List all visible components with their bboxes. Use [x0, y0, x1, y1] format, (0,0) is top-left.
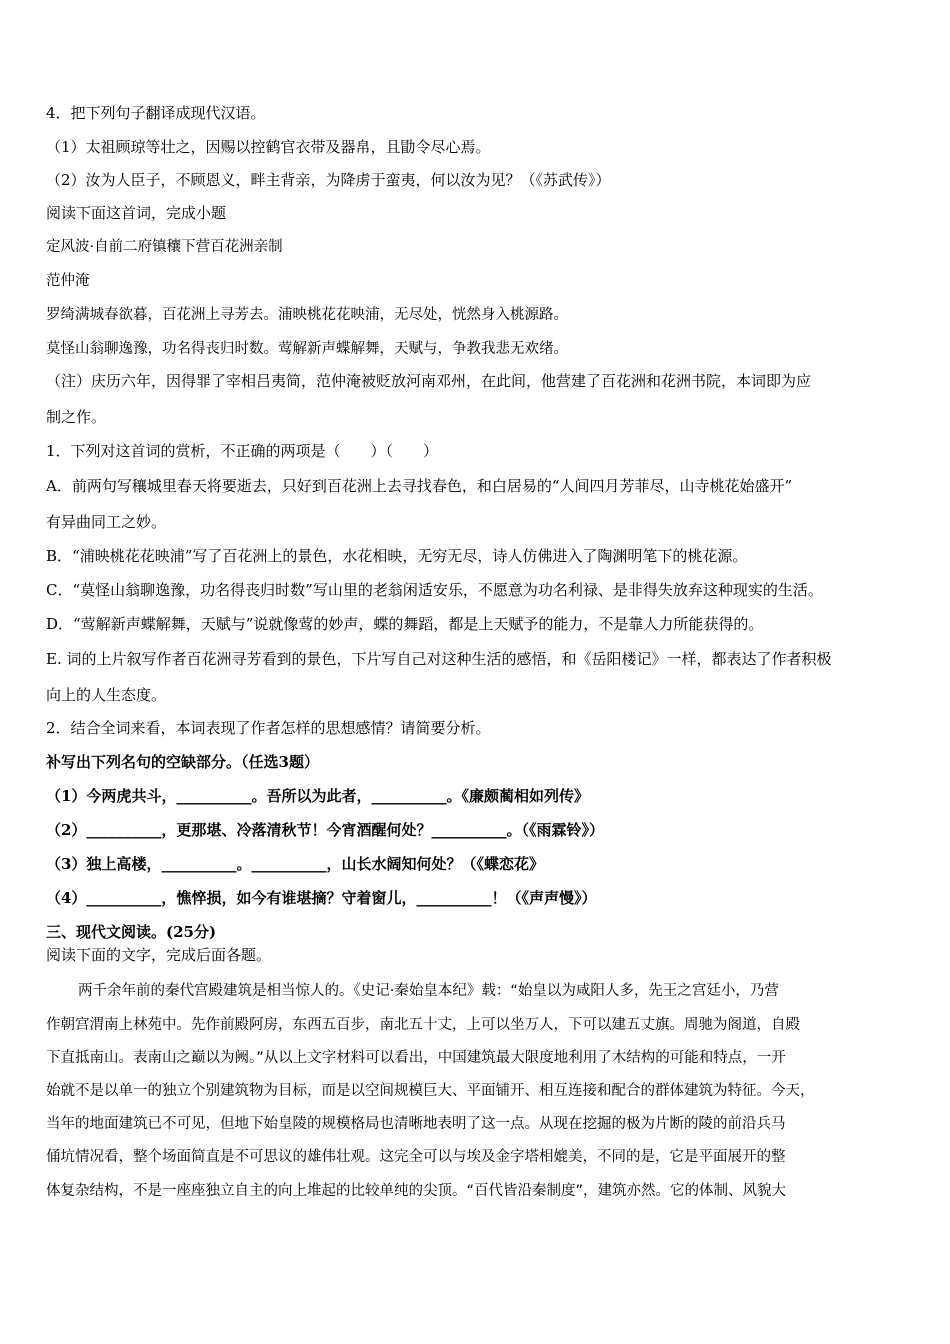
poem-title: 定风波·自前二府镇穰下营百花洲亲制 [46, 239, 283, 255]
option-a-continued: 有异曲同工之妙。 [46, 513, 167, 531]
passage-line-6: 俑坑情况看，整个场面简直是不可思议的雄伟壮观。这完全可以与埃及金字塔相媲美，不同的是，它是平面展开的整 [46, 1149, 786, 1165]
option-e-continued: 向上的人生态度。 [46, 686, 167, 704]
poem-note: （注）庆历六年，因得罪了宰相吕夷简，范仲淹被贬放河南邓州，在此间，他营建了百花洲和花洲书院，本词即为应 [46, 372, 812, 390]
poem-note-continued: 制之作。 [46, 408, 107, 426]
fill-blank-heading: 补写出下列名句的空缺部分。（任选3题） [46, 753, 319, 771]
poem-author: 范仲淹 [46, 273, 90, 289]
passage-line-3: 下直抵南山。表南山之巅以为阙。”从以上文字材料可以看出，中国建筑最大限度地利用了木结构的可能和特点，一开 [46, 1050, 786, 1066]
passage-line-2: 作朝宫渭南上林苑中。先作前殿阿房，东西五百步，南北五十丈，上可以坐万人，下可以建五丈旗。周驰为阁道，自殿 [46, 1017, 800, 1033]
passage-line-7: 体复杂结构，不是一座座独立自主的向上堆起的比较单纯的尖顶。“百代皆沿秦制度”，建筑亦然。它的体制、风貌大 [46, 1183, 787, 1199]
poem-line-2: 莫怪山翁聊逸豫，功名得丧归时数。莺解新声蝶解舞，天赋与，争教我悲无欢绪。 [46, 341, 568, 357]
question-2-stem: 2．结合全词来看，本词表现了作者怎样的思想感情？请简要分析。 [46, 719, 491, 737]
option-d: D．“莺解新声蝶解舞，天赋与”说就像莺的妙声，蝶的舞蹈，都是上天赋予的能力，不是靠人力所能获得的。 [46, 615, 764, 633]
fill-blank-item-2: （2）__________，更那堪、冷落清秋节！今宵酒醒何处？__________。（《雨霖铃》） [46, 821, 604, 839]
section-3-heading: 三、现代文阅读。(25分) [46, 923, 217, 941]
option-b: B．“浦映桃花花映浦”写了百花洲上的景色，水花相映，无穷无尽，诗人仿佛进入了陶渊明笔下的桃花源。 [46, 547, 748, 565]
poem-line-1: 罗绮满城春欲暮，百花洲上寻芳去。浦映桃花花映浦，无尽处，恍然身入桃源路。 [46, 307, 568, 323]
passage-line-5: 当年的地面建筑已不可见，但地下始皇陵的规模格局也清晰地表明了这一点。从现在挖掘的极为片断的陵的前沿兵马 [46, 1116, 786, 1132]
passage-line-4: 始就不是以单一的独立个别建筑物为目标，而是以空间规模巨大、平面铺开、相互连接和配合的群体建筑为特征。今天， [46, 1083, 815, 1099]
fill-blank-item-4: （4）__________，憔悴损，如今有谁堪摘？守着窗儿，__________！（《声声慢》） [46, 889, 597, 907]
translation-sentence-2: （2）汝为人臣子，不顾恩义，畔主背亲，为降虏于蛮夷，何以汝为见？（《苏武传》） [46, 171, 611, 189]
option-a: A．前两句写穰城里春天将要逝去，只好到百花洲上去寻找春色，和白居易的“人间四月芳菲尽，山寺桃花始盛开” [46, 477, 793, 495]
section-3-intro: 阅读下面的文字，完成后面各题。 [46, 946, 272, 964]
fill-blank-item-1: （1）今两虎共斗，__________。吾所以为此者，__________。《廉颇蔺相如列传》 [46, 787, 589, 805]
translation-sentence-1: （1）太祖顾琼等壮之，因赐以控鹤官衣带及器帛，且勖令尽心焉。 [46, 138, 491, 156]
option-c: C．“莫怪山翁聊逸豫，功名得丧归时数”写山里的老翁闲适安乐，不愿意为功名利禄、是非得失放弃这种现实的生活。 [46, 581, 823, 599]
question-1-stem: 1．下列对这首词的赏析，不正确的两项是（ ）（ ） [46, 442, 439, 460]
fill-blank-item-3: （3）独上高楼，__________。__________，山长水阔知何处？（《蝶恋花》 [46, 855, 544, 873]
option-e: E. 词的上片叙写作者百花洲寻芳看到的景色，下片写自己对这种生活的感悟，和《岳阳楼记》一样，都表达了作者积极 [46, 650, 832, 668]
poem-intro: 阅读下面这首词，完成小题 [46, 204, 227, 222]
passage-line-1: 两千余年前的秦代宫殿建筑是相当惊人的。《史记·秦始皇本纪》载：“始皇以为咸阳人多，先王之宫廷小，乃营 [78, 983, 779, 999]
translation-heading: 4．把下列句子翻译成现代汉语。 [46, 104, 266, 122]
